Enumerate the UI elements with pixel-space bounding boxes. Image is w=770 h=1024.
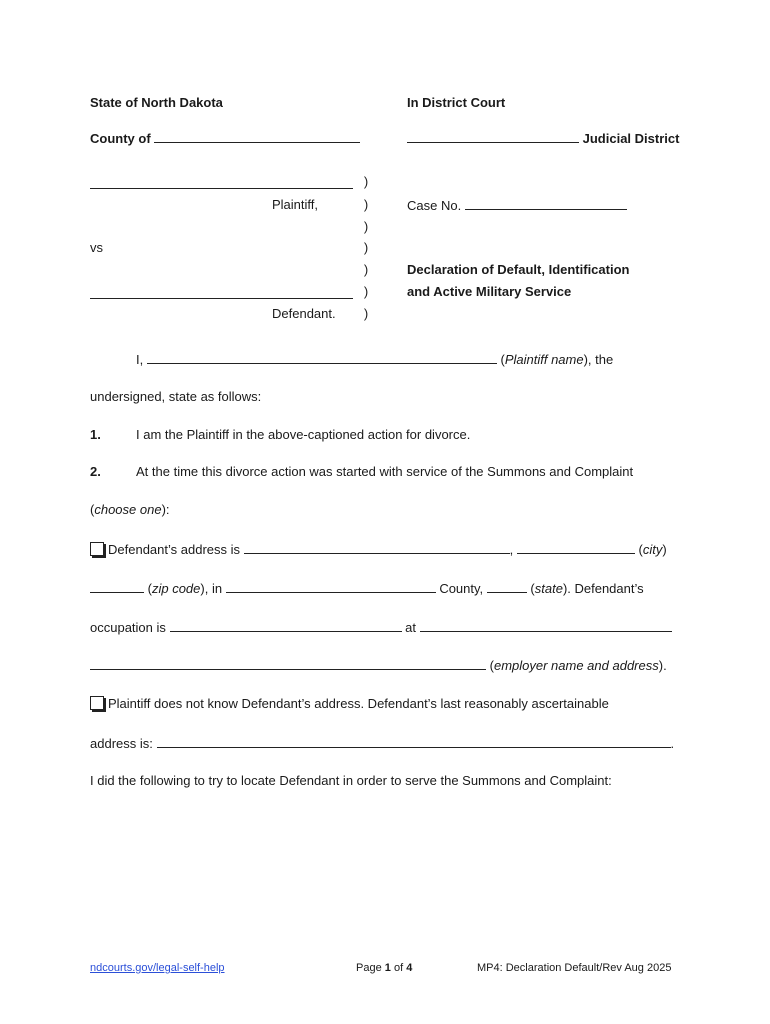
page-number: 1 [384, 962, 391, 974]
occupation-input-line[interactable] [170, 619, 402, 632]
case-number-field [407, 197, 627, 213]
caption-paren: ) [363, 240, 369, 255]
caption-paren: ) [363, 306, 369, 321]
defendant-name-line[interactable] [90, 298, 353, 299]
intro-the: ), the [583, 352, 614, 367]
employer-line [90, 657, 667, 673]
zip-input-line[interactable] [90, 580, 144, 593]
plaintiff-name-line[interactable] [90, 188, 353, 189]
defendant-address-input-line[interactable] [244, 541, 510, 554]
did-following-text: I did the following to try to locate Defendant in order to serve the Summons and Complaint: [90, 773, 612, 788]
footer-link[interactable]: ndcourts.gov/legal-self-help [90, 962, 225, 974]
city-hint: city [642, 542, 663, 557]
plaintiff-name-input-line[interactable] [147, 351, 497, 364]
comma: , [509, 542, 514, 557]
option-2-line [90, 696, 609, 711]
paren-close: ) [662, 542, 667, 557]
county-input-line[interactable] [154, 130, 360, 143]
county-after: County, [439, 581, 484, 596]
option-1-line [90, 541, 667, 557]
caption-paren: ) [363, 219, 369, 234]
choose-close: ): [161, 502, 170, 517]
judicial-district-label [407, 130, 679, 146]
page-total: 4 [406, 962, 413, 974]
intro-line [136, 351, 613, 367]
option-2-checkbox[interactable] [90, 696, 104, 710]
item-1-text: I am the Plaintiff in the above-captioned action for divorce. [136, 427, 471, 442]
caption-paren: ) [363, 174, 369, 189]
form-id: MP4: Declaration Default/Rev Aug 2025 [477, 962, 672, 974]
page-indicator [356, 962, 412, 974]
state-heading: State of North Dakota [90, 95, 223, 110]
page-word: Page [356, 962, 382, 974]
zip-after: ), in [200, 581, 223, 596]
state-after: ). Defendant’s [562, 581, 644, 596]
zip-hint: zip code [151, 581, 201, 596]
paren-open: ( [489, 658, 494, 673]
undersigned-text: undersigned, state as follows: [90, 389, 262, 404]
address-is-line [90, 735, 674, 751]
occupation-line [90, 619, 672, 635]
case-number-label: Case No. [407, 198, 462, 213]
caption-paren: ) [363, 284, 369, 299]
period: . [670, 736, 675, 751]
city-input-line[interactable] [517, 541, 635, 554]
document-title-line2: and Active Military Service [407, 284, 572, 299]
choose-one-hint: choose one [94, 502, 162, 517]
of-word: of [393, 962, 404, 974]
county-label-text: County of [90, 131, 151, 146]
item-1-number: 1. [90, 427, 101, 442]
judicial-district-text: Judicial District [582, 131, 680, 146]
county-input-line-body[interactable] [226, 580, 436, 593]
employer-input-line-1[interactable] [420, 619, 672, 632]
plaintiff-label: Plaintiff, [272, 197, 319, 212]
document-title-line1: Declaration of Default, Identification [407, 262, 630, 277]
court-heading: In District Court [407, 95, 506, 110]
paren-open: ( [500, 352, 505, 367]
plaintiff-name-hint: Plaintiff name [504, 352, 584, 367]
county-label [90, 130, 360, 146]
paren-open: ( [638, 542, 643, 557]
vs-label: vs [90, 240, 103, 255]
paren-open: ( [147, 581, 152, 596]
option-1-lead: Defendant’s address is [108, 542, 241, 557]
paren-open: ( [530, 581, 535, 596]
item-2-text: At the time this divorce action was started with service of the Summons and Complaint [136, 464, 634, 479]
option-1-checkbox[interactable] [90, 542, 104, 556]
option-2-text: Plaintiff does not know Defendant’s address. Defendant’s last reasonably ascertainable [108, 696, 609, 711]
judicial-district-input-line[interactable] [407, 130, 579, 143]
choose-one-line [90, 502, 170, 517]
employer-after: ). [658, 658, 667, 673]
defendant-label: Defendant. [272, 306, 336, 321]
address-is-label: address is: [90, 736, 153, 751]
paren-open: ( [90, 502, 95, 517]
state-hint: state [534, 581, 563, 596]
employer-input-line-2[interactable] [90, 657, 486, 670]
caption-paren: ) [363, 262, 369, 277]
employer-hint: employer name and address [493, 658, 659, 673]
at-word: at [405, 620, 416, 635]
state-input-line[interactable] [487, 580, 527, 593]
caption-paren: ) [363, 197, 369, 212]
last-address-input-line[interactable] [157, 735, 671, 748]
intro-i: I, [136, 352, 144, 367]
case-number-input-line[interactable] [465, 197, 627, 210]
item-2-number: 2. [90, 464, 101, 479]
zip-county-line [90, 580, 644, 596]
occupation-lead: occupation is [90, 620, 166, 635]
